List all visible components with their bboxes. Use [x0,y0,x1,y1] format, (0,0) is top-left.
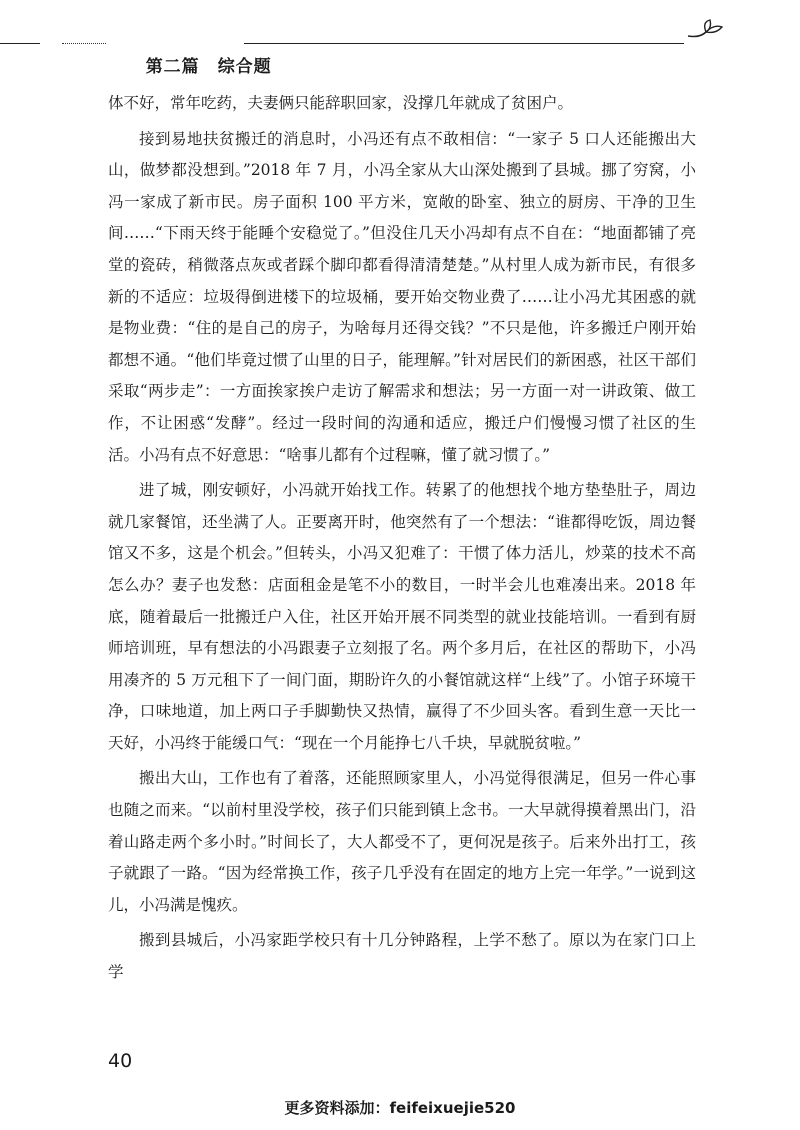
page-header [0,18,800,77]
section-label: 第二篇 [145,57,200,77]
header-dotted-rule [62,43,106,44]
paragraph: 搬出大山，工作也有了着落，还能照顾家里人，小冯觉得很满足，但另一件心事也随之而来。“以前村里没学校，孩子们只能到镇上念书。一大早就得摸着黑出门，沿着山路走两个多小时。”时间长了，大人都受不了，更何况是孩子。后来外出打工，孩子就跟了一路。“因为经常换工作，孩子几乎没有在固定的地方上完一年学。”一说到这儿，小冯满是愧疚。 [108,769,696,914]
paragraph: 搬到县城后，小冯家距学校只有十几分钟路程，上学不愁了。原以为在家门口上学 [108,931,696,982]
article-body [108,88,696,993]
section-title: 综合题 [217,57,272,77]
header-rule-right [244,43,684,44]
page-number: 40 [108,1050,133,1072]
footer-note: 更多资料添加：feifeixuejie520 [284,1099,516,1117]
paragraph: 接到易地扶贫搬迁的消息时，小冯还有点不敢相信：“一家子 5 口人还能搬出大山，做梦都没想到。”2018 年 7 月，小冯全家从大山深处搬到了县城。挪了穷窝，小冯一家成了新市民。房子面积 100 平方米，宽敞的卧室、独立的厨房、干净的卫生间……“下雨天终于能睡个安稳觉了。”但没住几天小冯却有点不自在：“地面都铺了亮堂的瓷砖，稍微落点灰或者踩个脚印都看得清清楚楚。”从村里人成为新市民，有很多新的不适应：垃圾得倒进楼下的垃圾桶，要开始交物业费了……让小冯尤其困惑的就是物业费：“住的是自己的房子，为啥每月还得交钱？”不只是他，许多搬迁户刚开始都想不通。“他们毕竟过惯了山里的日子，能理解。”针对居民们的新困惑，社区干部们采取“两步走”：一方面挨家挨户走访了解需求和想法；另一方面一对一讲政策、做工作，不让困惑“发酵”。经过一段时间的沟通和适应，搬迁户们慢慢习惯了社区的生活。小冯有点不好意思：“啥事儿都有个过程嘛，懂了就习惯了。” [108,129,696,464]
sprout-icon [686,18,726,42]
header-rule-left [0,43,40,44]
paragraph: 进了城，刚安顿好，小冯就开始找工作。转累了的他想找个地方垫垫肚子，周边就几家餐馆，还坐满了人。正要离开时，他突然有了一个想法：“谁都得吃饭，周边餐馆又不多，这是个机会。”但转头，小冯又犯难了：干惯了体力活儿，炒菜的技术不高怎么办？妻子也发愁：店面租金是笔不小的数目，一时半会儿也难凑出来。2018 年底，随着最后一批搬迁户入住，社区开始开展不同类型的就业技能培训。一看到有厨师培训班，早有想法的小冯跟妻子立刻报了名。两个多月后，在社区的帮助下，小冯用凑齐的 5 万元租下了一间门面，期盼许久的小餐馆就这样“上线”了。小馆子环境干净，口味地道，加上两口子手脚勤快又热情，赢得了不少回头客。看到生意一天比一天好，小冯终于能缓口气：“现在一个月能挣七八千块，早就脱贫啦。” [108,481,696,752]
paragraph: 体不好，常年吃药，夫妻俩只能辞职回家，没撑几年就成了贫困户。 [108,94,574,112]
